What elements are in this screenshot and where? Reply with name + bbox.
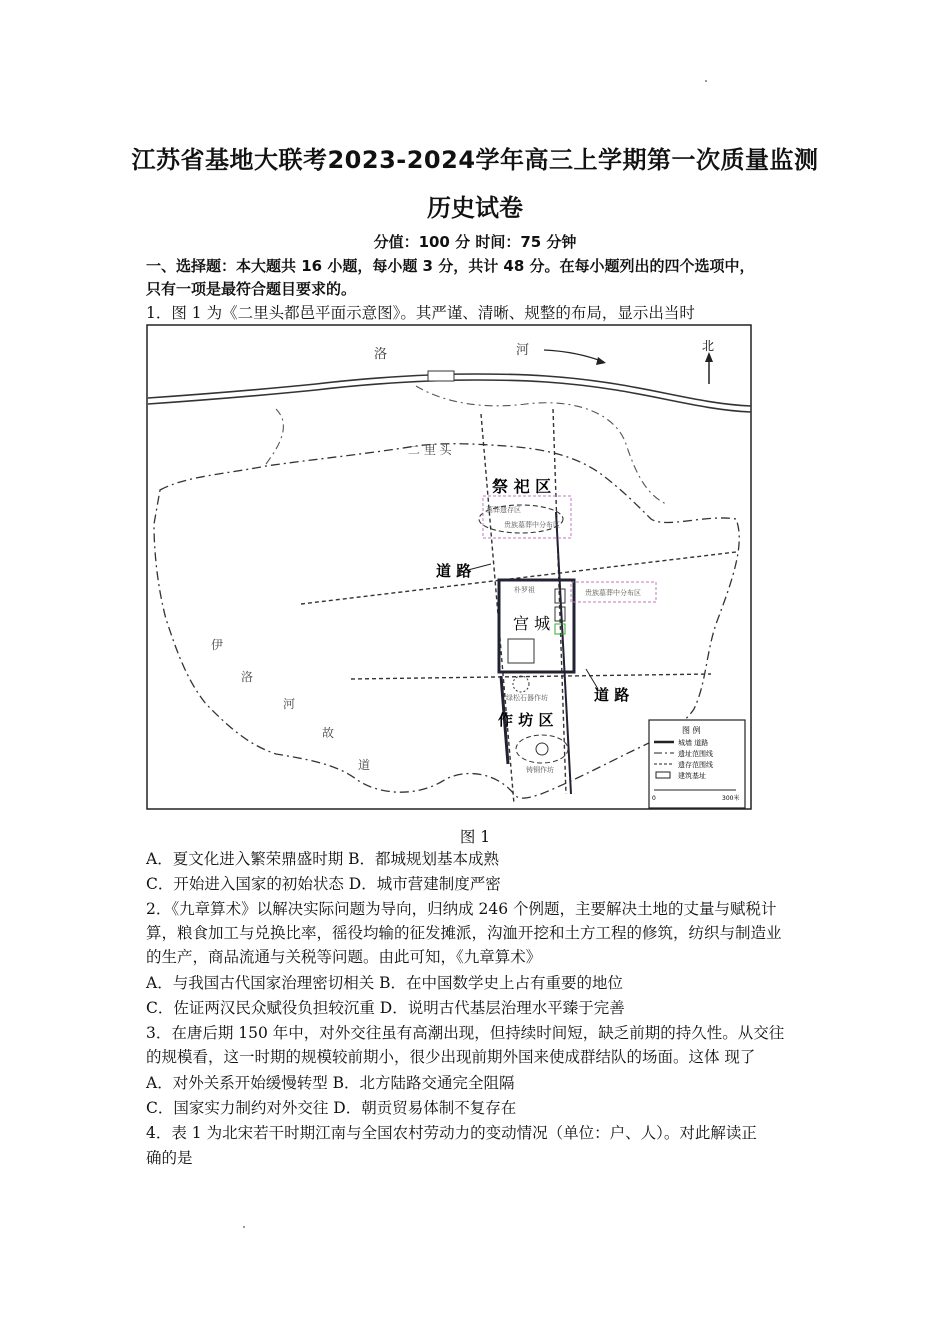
river-bridge — [428, 371, 454, 381]
workshop-zone-label: 作 坊 区 — [498, 711, 554, 729]
north-label: 北 — [702, 339, 715, 353]
q2-options-cd: C．佐证两汉民众赋役负担较沉重 D．说明古代基层治理水平臻于完善 — [146, 999, 625, 1017]
exam-subject: 历史试卷 — [427, 194, 523, 222]
old-river-char-2: 洛 — [241, 670, 254, 684]
q2-stem-line2: 算，粮食加工与兑换比率，徭役均输的征发摊派，沟洫开挖和土方工程的修筑，纺织与制造业 — [146, 924, 782, 942]
river-label-2: 河 — [516, 343, 530, 358]
scan-speck — [243, 1226, 245, 1228]
q2-stem-line3: 的生产，商品流通与关税等问题。由此可知，《九章算术》 — [146, 948, 542, 966]
question-1-stem: 1．图 1 为《二里头都邑平面示意图》。其严谨、清晰、规整的布局，显示出当时 — [146, 304, 695, 322]
old-river-char-3: 河 — [283, 697, 296, 711]
palace-building-base — [508, 639, 534, 663]
scale-start: 0 — [652, 795, 656, 802]
turquoise-workshop-label: 绿松石器作坊 — [506, 694, 548, 702]
sacrifice-sub1-label: 墓葬遗存区 — [486, 506, 521, 514]
q4-stem-line2: 确的是 — [146, 1149, 193, 1167]
q3-options-cd: C．国家实力制约对外交往 D．朝贡贸易体制不复存在 — [146, 1099, 517, 1117]
road-left-label: 道 路 — [436, 562, 472, 580]
legend-title: 图 例 — [682, 726, 701, 735]
section-instructions: 一、选择题：本大题共 16 小题，每小题 3 分，共计 48 分。在每小题列出的四个选项中， — [146, 257, 755, 275]
q3-stem-line1: 3．在唐后期 150 年中，对外交往虽有高潮出现，但持续时间短，缺乏前期的持久性。从交往 — [146, 1024, 785, 1042]
bronze-workshop-label: 铸铜作坊 — [526, 766, 554, 774]
legend-item-1: 城墙 道路 — [678, 739, 709, 747]
q2-stem-line1: 2．《九章算术》以解决实际问题为导向，归纳成 246 个例题，主要解决土地的丈量与赋税计 — [146, 900, 777, 918]
q4-stem-line1: 4．表 1 为北宋若干时期江南与全国农村劳动力的变动情况（单位：户、人）。对此解读正 — [146, 1124, 757, 1142]
east-zone-label: 贵族墓葬中分布区 — [585, 589, 641, 597]
score-time-info: 分值：100 分 时间：75 分钟 — [373, 233, 577, 251]
sacrifice-sub2-label: 贵族墓葬中分布区 — [504, 521, 560, 529]
sacrifice-zone-label: 祭 祀 区 — [492, 477, 552, 496]
legend-item-3: 遗存范围线 — [678, 761, 713, 769]
river-label-1: 洛 — [374, 347, 388, 362]
scan-speck — [705, 80, 707, 82]
figure-1-caption: 图 1 — [459, 828, 491, 846]
legend-item-4: 建筑基址 — [678, 772, 706, 780]
scale-end: 300米 — [722, 795, 740, 802]
q3-options-ab: A．对外关系开始缓慢转型 B．北方陆路交通完全阻隔 — [146, 1074, 515, 1092]
erlitou-label: 二 里 头 — [408, 443, 452, 457]
q3-stem-line2: 的规模看，这一时期的规模较前期小，很少出现前期外国来使成群结队的场面。这体 现了 — [146, 1048, 756, 1066]
legend-item-2: 遗址范围线 — [678, 750, 713, 758]
exam-title: 江苏省基地大联考2023-2024学年高三上学期第一次质量监测 — [131, 146, 819, 174]
q1-options-ab: A．夏文化进入繁荣鼎盛时期 B．都城规划基本成熟 — [146, 850, 500, 868]
section-instructions-cont: 只有一项是最符合题目要求的。 — [146, 280, 357, 298]
q2-options-ab: A．与我国古代国家治理密切相关 B．在中国数学史上占有重要的地位 — [146, 974, 624, 992]
q1-options-cd: C．开始进入国家的初始状态 D．城市营建制度严密 — [146, 875, 501, 893]
legend-swatch-building — [656, 772, 670, 778]
road-right-label: 道 路 — [594, 686, 630, 704]
palace-city-label: 宫 城 — [513, 614, 551, 633]
palace-small-label: 朴罗祖 — [514, 586, 535, 594]
erlitou-city-map — [146, 324, 758, 812]
old-river-char-4: 故 — [322, 726, 335, 740]
old-river-char-1: 伊 — [211, 638, 224, 652]
old-river-char-5: 道 — [358, 758, 371, 772]
